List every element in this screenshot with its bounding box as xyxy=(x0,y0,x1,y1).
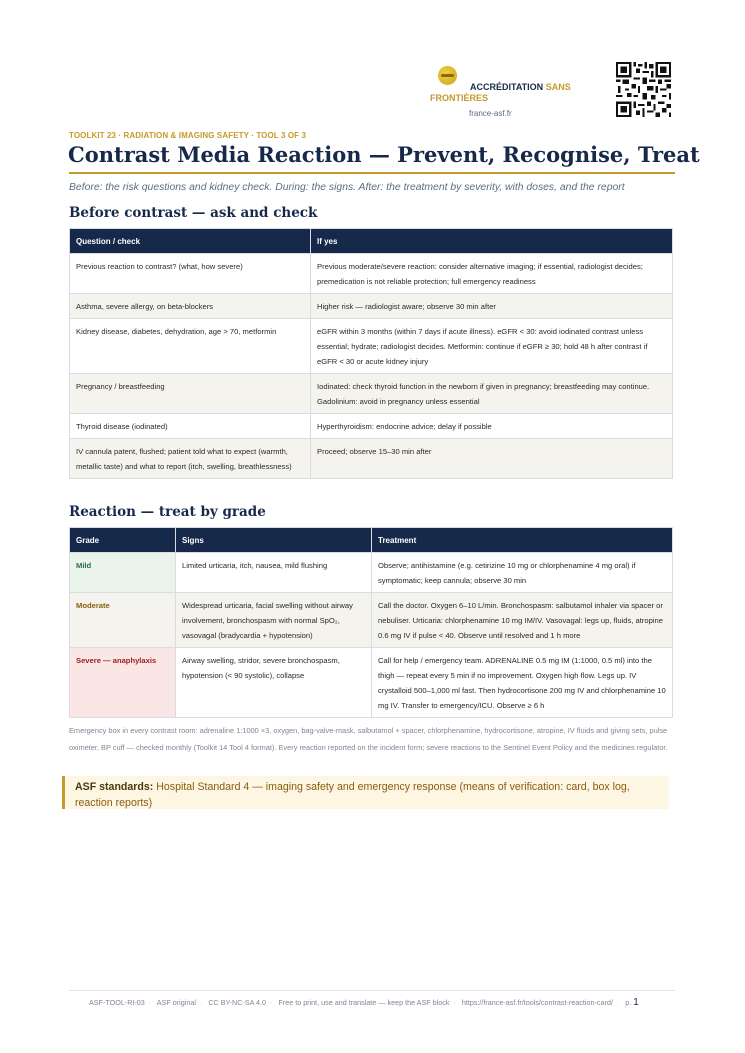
org-name-part2: SANS FRONTIÈRES xyxy=(430,82,571,103)
treatment-cell: Call the doctor. Oxygen 6–10 L/min. Bronchospasm: salbutamol inhaler via spacer or nebuliser. Urticaria: chlorphenamine 10 mg IM/IV. Vasovagal: legs up, fluids, atropine 0.6 mg IV if pulse < 40. Observe until resolved and 1 h more xyxy=(372,593,673,648)
question-cell: Previous reaction to contrast? (what, how severe) xyxy=(70,254,311,294)
org-name xyxy=(430,82,600,104)
table-header-row xyxy=(70,229,673,254)
page-footer: ASF-TOOL-RI-03 · ASF original · CC BY-NC-SA 4.0 · Free to print, use and translate — keep the ASF block · https://france-asf.fr/tools/contrast-reaction-card/ · p. 1 xyxy=(89,997,639,1008)
grade-mild-cell: Mild xyxy=(70,553,176,593)
treatment-cell: Call for help / emergency team. ADRENALINE 0.5 mg IM (1:1000, 0.5 ml) into the thigh — repeat every 5 min if no improvement. Oxygen high flow. Legs up. IV crystalloid 500–1,000 ml fast. Then hydrocortisone 200 mg IV and chlorphenamine 10 mg IV. Transfer to emergency/ICU. Observe ≥ 6 h xyxy=(372,648,673,718)
footer-divider xyxy=(69,990,675,991)
page-number: 1 xyxy=(633,997,639,1008)
doc-terms: Free to print, use and translate — keep the ASF block xyxy=(278,998,450,1007)
toolkit-kicker: TOOLKIT 23 · RADIATION & IMAGING SAFETY · TOOL 3 OF 3 xyxy=(69,131,307,140)
doc-license: CC BY-NC-SA 4.0 xyxy=(208,998,267,1007)
grade-moderate-cell: Moderate xyxy=(70,593,176,648)
org-logo-block xyxy=(430,64,600,122)
question-cell: Pregnancy / breastfeeding xyxy=(70,374,311,414)
if-yes-cell: eGFR within 3 months (within 7 days if acute illness). eGFR < 30: avoid iodinated contrast unless essential; hydrate; radiologist decides. Metformin: continue if eGFR ≥ 30; hold 48 h after contrast if eGFR < 30 or acute kidney injury xyxy=(311,319,673,374)
org-url[interactable]: france-asf.fr xyxy=(469,109,512,118)
column-header: Question / check xyxy=(70,229,311,254)
if-yes-cell: Previous moderate/severe reaction: consider alternative imaging; if essential, radiologist decides; premedication is not reliable protection; full emergency readiness xyxy=(311,254,673,294)
if-yes-cell: Higher risk — radiologist aware; observe 30 min after xyxy=(311,294,673,319)
column-header: Treatment xyxy=(372,528,673,553)
before-contrast-heading: Before contrast — ask and check xyxy=(69,205,318,221)
qr-code-icon xyxy=(616,62,671,117)
before-contrast-table xyxy=(69,228,673,479)
page-label: p. xyxy=(625,998,632,1007)
table-row xyxy=(70,319,673,374)
if-yes-cell: Iodinated: check thyroid function in the newborn if given in pregnancy; breastfeeding may continue. Gadolinium: avoid in pregnancy unless essential xyxy=(311,374,673,414)
asf-standards-callout xyxy=(62,776,669,809)
table-row xyxy=(70,374,673,414)
reaction-heading: Reaction — treat by grade xyxy=(69,504,266,520)
table-row xyxy=(70,593,673,648)
standards-label: ASF standards: xyxy=(75,781,154,793)
column-header: Grade xyxy=(70,528,176,553)
org-name-part1: ACCRÉDITATION xyxy=(470,82,544,92)
table-row xyxy=(70,439,673,479)
question-cell: Thyroid disease (iodinated) xyxy=(70,414,311,439)
signs-cell: Limited urticaria, itch, nausea, mild flushing xyxy=(176,553,372,593)
doc-link[interactable]: https://france-asf.fr/tools/contrast-reaction-card/ xyxy=(461,998,613,1007)
doc-origin: ASF original xyxy=(156,998,196,1007)
title-divider xyxy=(69,172,675,174)
emergency-box-note: Emergency box in every contrast room: adrenaline 1:1000 ×3, oxygen, bag-valve-mask, salbutamol + spacer, chlorphenamine, hydrocortisone, atropine, IV fluids and giving sets, pulse oximeter, BP cuff — checked monthly (Toolkit 14 Tool 4 format). Every reaction reported on the incident form; severe reactions to the Sentinel Event Policy and the medicines regulator. xyxy=(69,726,668,752)
question-cell: IV cannula patent, flushed; patient told what to expect (warmth, metallic taste) and what to report (itch, swelling, breathlessness) xyxy=(70,439,311,479)
table-row xyxy=(70,294,673,319)
table-header-row xyxy=(70,528,673,553)
grade-severe-cell: Severe — anaphylaxis xyxy=(70,648,176,718)
signs-cell: Airway swelling, stridor, severe bronchospasm, hypotension (< 90 systolic), collapse xyxy=(176,648,372,718)
standards-text: Hospital Standard 4 — imaging safety and emergency response (means of verification: card, box log, reaction reports) xyxy=(75,781,630,809)
page-title: Contrast Media Reaction — Prevent, Recognise, Treat xyxy=(68,142,700,167)
signs-cell: Widespread urticaria, facial swelling without airway involvement, bronchospasm with normal SpO₂, vasovagal (bradycardia + hypotension) xyxy=(176,593,372,648)
question-cell: Kidney disease, diabetes, dehydration, age > 70, metformin xyxy=(70,319,311,374)
doc-code: ASF-TOOL-RI-03 xyxy=(89,998,145,1007)
table-row xyxy=(70,254,673,294)
reaction-table xyxy=(69,527,673,718)
column-header: If yes xyxy=(311,229,673,254)
table-row xyxy=(70,648,673,718)
table-row xyxy=(70,414,673,439)
page-subtitle: Before: the risk questions and kidney check. During: the signs. After: the treatment by severity, with doses, and the report xyxy=(69,182,625,193)
if-yes-cell: Hyperthyroidism: endocrine advice; delay if possible xyxy=(311,414,673,439)
question-cell: Asthma, severe allergy, on beta-blockers xyxy=(70,294,311,319)
treatment-cell: Observe; antihistamine (e.g. cetirizine 10 mg or chlorphenamine 4 mg oral) if symptomatic; keep cannula; observe 30 min xyxy=(372,553,673,593)
table-row xyxy=(70,553,673,593)
column-header: Signs xyxy=(176,528,372,553)
if-yes-cell: Proceed; observe 15–30 min after xyxy=(311,439,673,479)
